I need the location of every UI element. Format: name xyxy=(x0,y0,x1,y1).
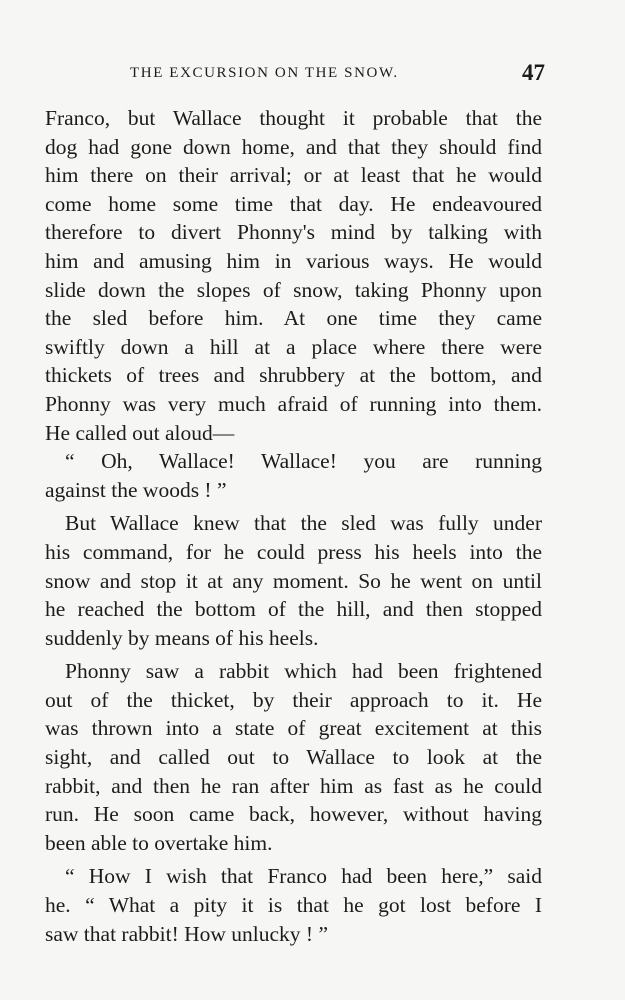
text-line: out of the thicket, by their approach to it. He xyxy=(45,687,542,712)
paragraph-2 xyxy=(45,447,542,504)
text-line: the sled before him. At one time they came xyxy=(45,306,542,331)
text-line: slide down the slopes of snow, taking Phonny upon xyxy=(45,277,542,302)
text-line: snow and stop it at any moment. So he went on until xyxy=(45,568,542,593)
text-line: But Wallace knew that the sled was fully under xyxy=(65,511,542,536)
text-line: thickets of trees and shrubbery at the bottom, and xyxy=(45,363,542,388)
text-line: sight, and called out to Wallace to look at the xyxy=(45,745,542,770)
text-line: him and amusing him in various ways. He would xyxy=(45,248,542,273)
paragraph-1 xyxy=(45,104,542,447)
running-title: THE EXCURSION ON THE SNOW. xyxy=(130,65,399,81)
text-line: therefore to divert Phonny's mind by talking with xyxy=(45,220,542,245)
text-line: swiftly down a hill at a place where there were xyxy=(45,334,542,359)
text-line: run. He soon came back, however, without having xyxy=(45,802,542,827)
text-line: against the woods ! ” xyxy=(45,477,227,502)
text-line: saw that rabbit! How unlucky ! ” xyxy=(45,921,329,946)
text-line: was thrown into a state of great excitement at this xyxy=(45,716,542,741)
text-line: suddenly by means of his heels. xyxy=(45,625,319,650)
text-line: “ Oh, Wallace! Wallace! you are running xyxy=(65,449,542,474)
text-line: been able to overtake him. xyxy=(45,830,273,855)
text-line: come home some time that day. He endeavoured xyxy=(45,191,542,216)
text-line: he. “ What a pity it is that he got lost before I xyxy=(45,893,542,918)
text-line: his command, for he could press his heels into the xyxy=(45,539,542,564)
paragraph-4 xyxy=(45,657,542,857)
text-line: Franco, but Wallace thought it probable that the xyxy=(45,106,542,130)
body-text xyxy=(45,104,542,948)
text-line: dog had gone down home, and that they should find xyxy=(45,134,542,159)
text-line: rabbit, and then he ran after him as fast as he could xyxy=(45,773,542,798)
text-line: “ How I wish that Franco had been here,” said xyxy=(65,864,542,889)
paragraph-5 xyxy=(45,862,542,948)
text-line: He called out aloud— xyxy=(45,420,235,445)
page-number: 47 xyxy=(522,60,545,85)
text-line: Phonny was very much afraid of running into them. xyxy=(45,391,542,416)
text-line: him there on their arrival; or at least that he would xyxy=(45,163,542,188)
text-line: he reached the bottom of the hill, and then stopped xyxy=(45,597,542,622)
paragraph-3 xyxy=(45,509,542,652)
running-head xyxy=(45,62,545,86)
text-line: Phonny saw a rabbit which had been frightened xyxy=(65,659,542,684)
